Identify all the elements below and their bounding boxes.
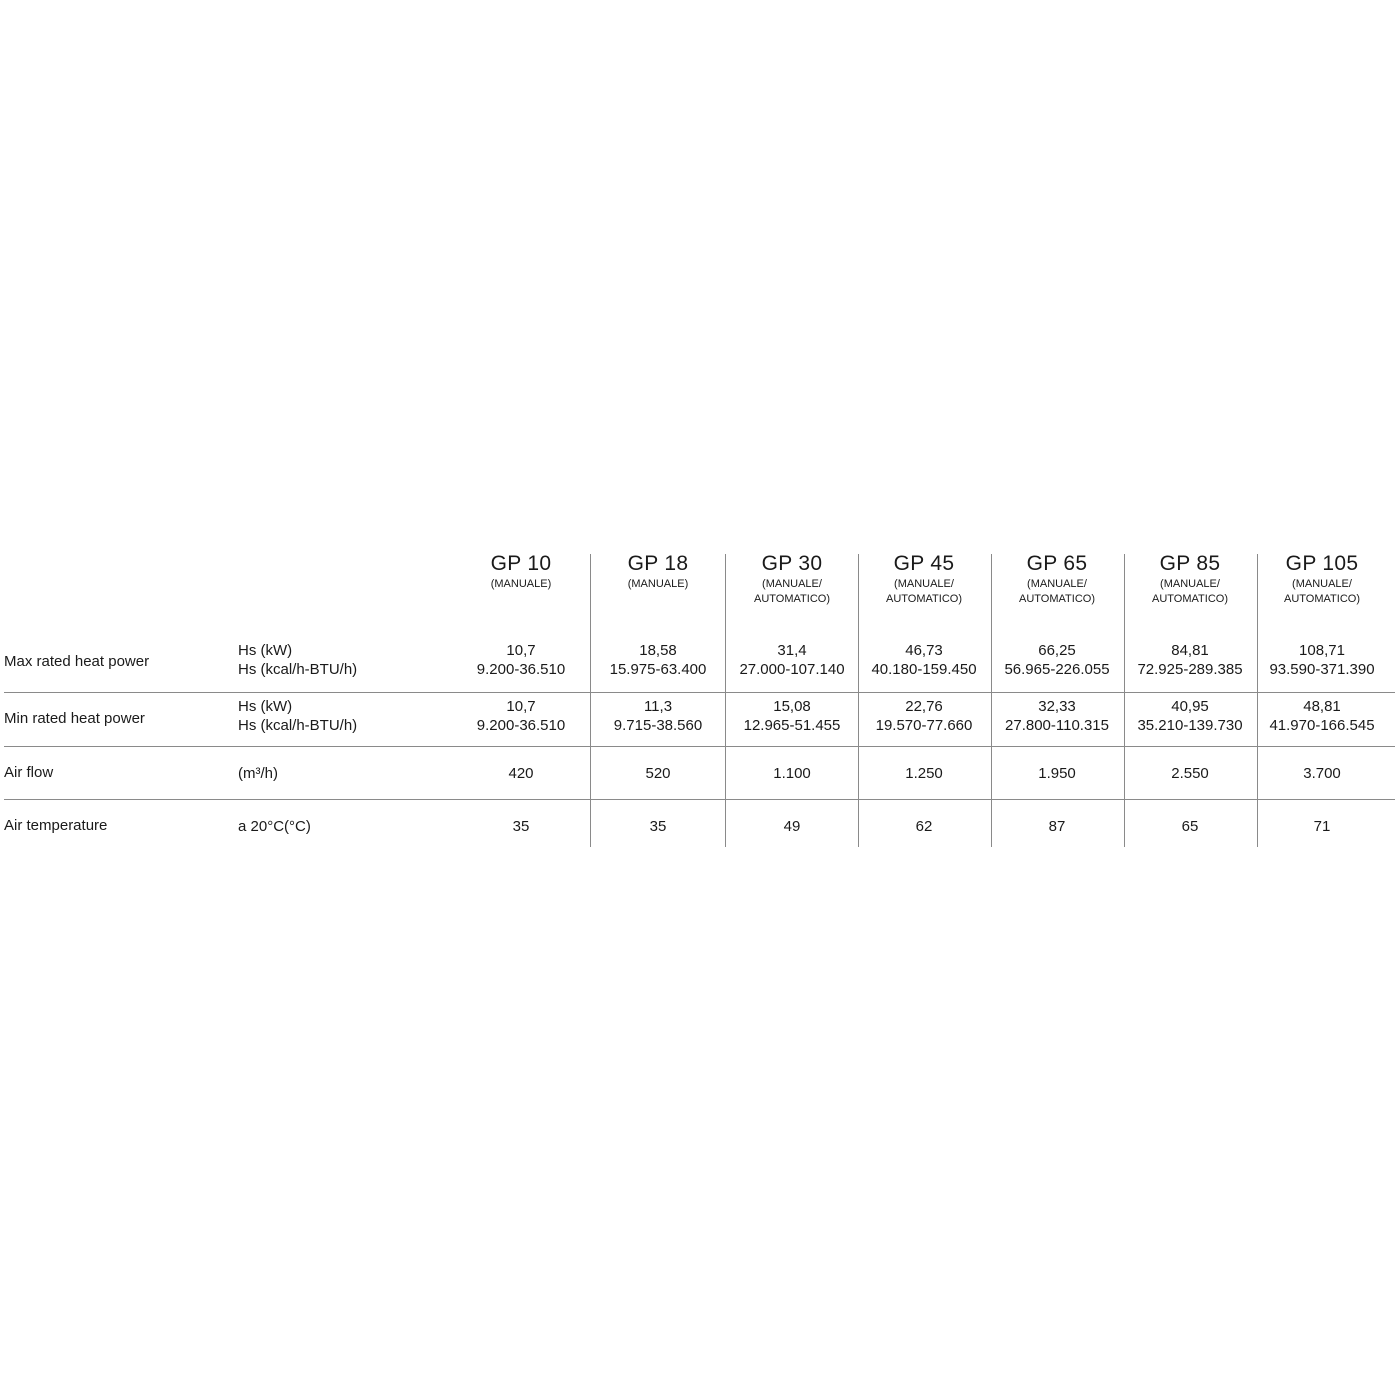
- table-cell: 27.800-110.315: [1005, 717, 1109, 734]
- column-divider: [590, 554, 591, 847]
- row-divider: [4, 746, 1395, 747]
- column-header: [754, 552, 830, 606]
- table-cell: 3.700: [1303, 765, 1341, 782]
- model-mode: AUTOMATICO): [1284, 593, 1360, 605]
- row-label: Air temperature: [4, 817, 108, 834]
- model-name: GP 65: [1026, 552, 1088, 575]
- table-cell: 420: [508, 765, 534, 782]
- model-mode: (MANUALE/: [762, 578, 822, 590]
- table-cell: 18,58: [639, 642, 677, 659]
- model-mode: (MANUALE): [490, 578, 552, 590]
- table-cell: 27.000-107.140: [739, 661, 845, 678]
- table-cell: 22,76: [905, 698, 943, 715]
- table-cell: 84,81: [1171, 642, 1209, 659]
- table-cell: 15.975-63.400: [609, 661, 707, 678]
- table-cell: 48,81: [1303, 698, 1341, 715]
- table-cell: 35: [649, 818, 667, 835]
- column-divider: [725, 554, 726, 847]
- table-cell: 35: [512, 818, 530, 835]
- row-divider: [4, 799, 1395, 800]
- model-mode: AUTOMATICO): [886, 593, 962, 605]
- model-mode: (MANUALE/: [1292, 578, 1352, 590]
- column-header: [628, 552, 689, 591]
- table-cell: 31,4: [777, 642, 807, 659]
- model-mode: (MANUALE/: [1160, 578, 1220, 590]
- table-cell: 87: [1048, 818, 1066, 835]
- model-name: GP 30: [761, 552, 823, 575]
- model-name: GP 85: [1159, 552, 1221, 575]
- column-divider: [1257, 554, 1258, 847]
- column-header: [1152, 552, 1228, 606]
- row-unit: Hs (kW): [238, 642, 293, 659]
- table-cell: 10,7: [506, 698, 536, 715]
- table-cell: 9.715-38.560: [613, 717, 703, 734]
- model-mode: AUTOMATICO): [754, 593, 830, 605]
- column-divider: [1124, 554, 1125, 847]
- model-mode: (MANUALE/: [894, 578, 954, 590]
- model-name: GP 10: [490, 552, 552, 575]
- table-cell: 15,08: [773, 698, 811, 715]
- column-header: [1284, 552, 1360, 606]
- table-cell: 93.590-371.390: [1269, 661, 1375, 678]
- row-unit: Hs (kW): [238, 698, 293, 715]
- table-cell: 10,7: [506, 642, 536, 659]
- row-label: Min rated heat power: [4, 710, 145, 727]
- column-header: [1019, 552, 1095, 606]
- table-cell: 56.965-226.055: [1004, 661, 1110, 678]
- model-name: GP 105: [1285, 552, 1359, 575]
- row-unit: (m³/h): [238, 765, 278, 782]
- table-cell: 65: [1181, 818, 1199, 835]
- table-cell: 66,25: [1038, 642, 1076, 659]
- model-name: GP 18: [627, 552, 689, 575]
- table-cell: 46,73: [905, 642, 943, 659]
- column-header: [886, 552, 962, 606]
- table-cell: 520: [645, 765, 671, 782]
- row-label: Max rated heat power: [4, 653, 150, 670]
- model-mode: (MANUALE/: [1027, 578, 1087, 590]
- table-cell: 49: [783, 818, 801, 835]
- row-unit: a 20°C(°C): [238, 818, 311, 835]
- table-cell: 2.550: [1171, 765, 1209, 782]
- table-cell: 9.200-36.510: [476, 661, 566, 678]
- table-cell: 1.100: [773, 765, 811, 782]
- table-cell: 40,95: [1171, 698, 1209, 715]
- model-mode: AUTOMATICO): [1019, 593, 1095, 605]
- table-cell: 71: [1313, 818, 1331, 835]
- table-cell: 35.210-139.730: [1137, 717, 1243, 734]
- table-cell: 41.970-166.545: [1269, 717, 1375, 734]
- column-divider: [991, 554, 992, 847]
- model-mode: AUTOMATICO): [1152, 593, 1228, 605]
- row-divider: [4, 692, 1395, 693]
- table-cell: 40.180-159.450: [871, 661, 977, 678]
- table-cell: 1.250: [905, 765, 943, 782]
- row-unit: Hs (kcal/h-BTU/h): [238, 717, 358, 734]
- column-divider: [858, 554, 859, 847]
- table-cell: 11,3: [643, 698, 673, 715]
- table-cell: 9.200-36.510: [476, 717, 566, 734]
- table-cell: 1.950: [1038, 765, 1076, 782]
- table-cell: 12.965-51.455: [743, 717, 841, 734]
- row-label: Air flow: [4, 764, 54, 781]
- column-header: [491, 552, 552, 591]
- table-cell: 19.570-77.660: [875, 717, 973, 734]
- table-cell: 62: [915, 818, 933, 835]
- model-name: GP 45: [893, 552, 955, 575]
- model-mode: (MANUALE): [627, 578, 689, 590]
- table-cell: 72.925-289.385: [1137, 661, 1243, 678]
- table-cell: 32,33: [1038, 698, 1076, 715]
- table-cell: 108,71: [1299, 642, 1345, 659]
- row-unit: Hs (kcal/h-BTU/h): [238, 661, 358, 678]
